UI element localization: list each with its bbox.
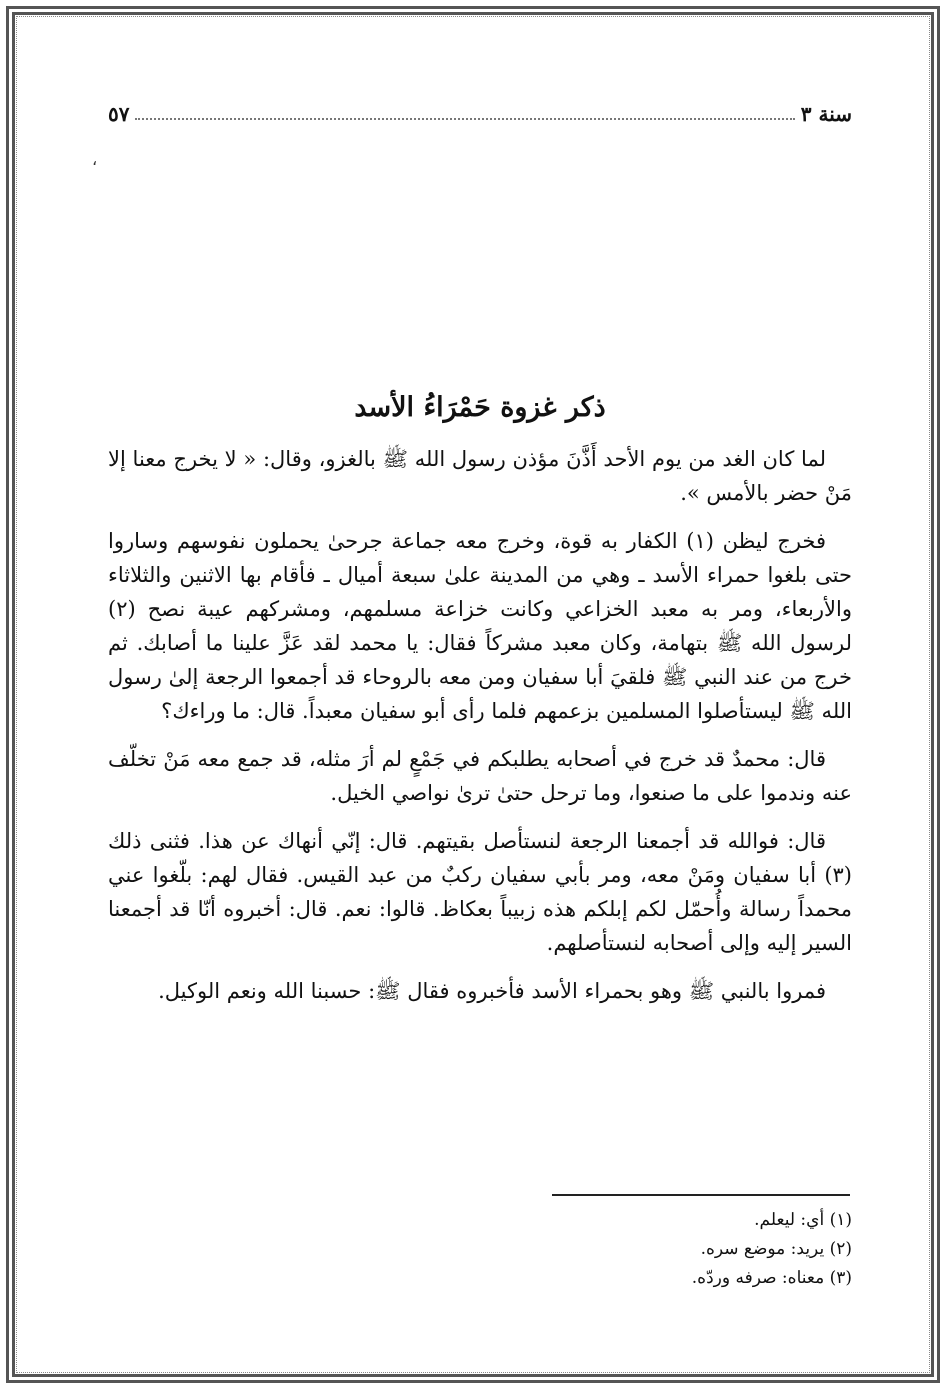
paragraph-1: لما كان الغد من يوم الأحد أَذَّنَ مؤذن رسول الله ﷺ بالغزو، وقال: « لا يخرج معنا إلا مَنْ حضر بالأمس ». xyxy=(108,447,852,505)
footnote-3: (٣) معناه: صرفه وردّه. xyxy=(691,1268,852,1288)
dotted-leader xyxy=(135,118,794,120)
page-header xyxy=(108,96,852,126)
paragraph-4: قال: فوالله قد أجمعنا الرجعة لنستأصل بقيتهم. قال: إنّي أنهاك عن هذا. فثنى ذلك (٣) أبا سفيان ومَنْ معه، ومر بأبي سفيان ركبٌ من عبد القيس. فقال لهم: بلّغوا عني محمداً رسالة وأُحمّل لكم إبلكم هذه زبيباً بعكاظ. قالوا: نعم. قال: أخبروه أنّا قد أجمعنا السير إليه وإلى أصحابه لنستأصلهم. xyxy=(108,829,852,955)
footnotes xyxy=(108,1206,852,1293)
main-text xyxy=(108,388,852,1022)
running-title: سنة ٣ xyxy=(800,102,852,126)
paragraph-2: فخرج ليظن (١) الكفار به قوة، وخرج معه جماعة جرحىٰ يحملون نفوسهم وساروا حتى بلغوا حمراء الأسد ـ وهي من المدينة علىٰ سبعة أميال ـ فأقام بها الاثنين والثلاثاء والأربعاء، ومر به معبد الخزاعي وكانت خزاعة مسلمهم، ومشركهم عيبة نصح (٢) لرسول الله ﷺ بتهامة، وكان معبد مشركاً فقال: يا محمد لقد عَزَّ علينا ما أصابك. ثم خرج من عند النبي ﷺ فلقيَ أبا سفيان ومن معه بالروحاء قد أجمعوا الرجعة إلىٰ رسول الله ﷺ ليستأصلوا المسلمين بزعمهم فلما رأى أبو سفيان معبداً. قال: ما وراءك؟ xyxy=(108,529,852,723)
section-title: ذكر غزوة حَمْرَاءُ الأسد xyxy=(354,392,606,423)
footnote-divider xyxy=(552,1194,850,1196)
footnote-1: (١) أي: ليعلم. xyxy=(754,1210,852,1230)
footnote-2: (٢) يريد: موضع سره. xyxy=(700,1239,852,1259)
page-number: ٥٧ xyxy=(108,102,130,126)
paragraph-3: قال: محمدٌ قد خرج في أصحابه يطلبكم في جَمْعٍ لم أرَ مثله، قد جمع معه مَنْ تخلّف عنه وندموا على ما صنعوا، وما ترحل حتىٰ ترىٰ نواصي الخيل. xyxy=(108,747,852,805)
paragraph-5: فمروا بالنبي ﷺ وهو بحمراء الأسد فأخبروه فقال ﷺ: حسبنا الله ونعم الوكيل. xyxy=(158,979,826,1003)
stray-mark: ، xyxy=(92,150,98,169)
